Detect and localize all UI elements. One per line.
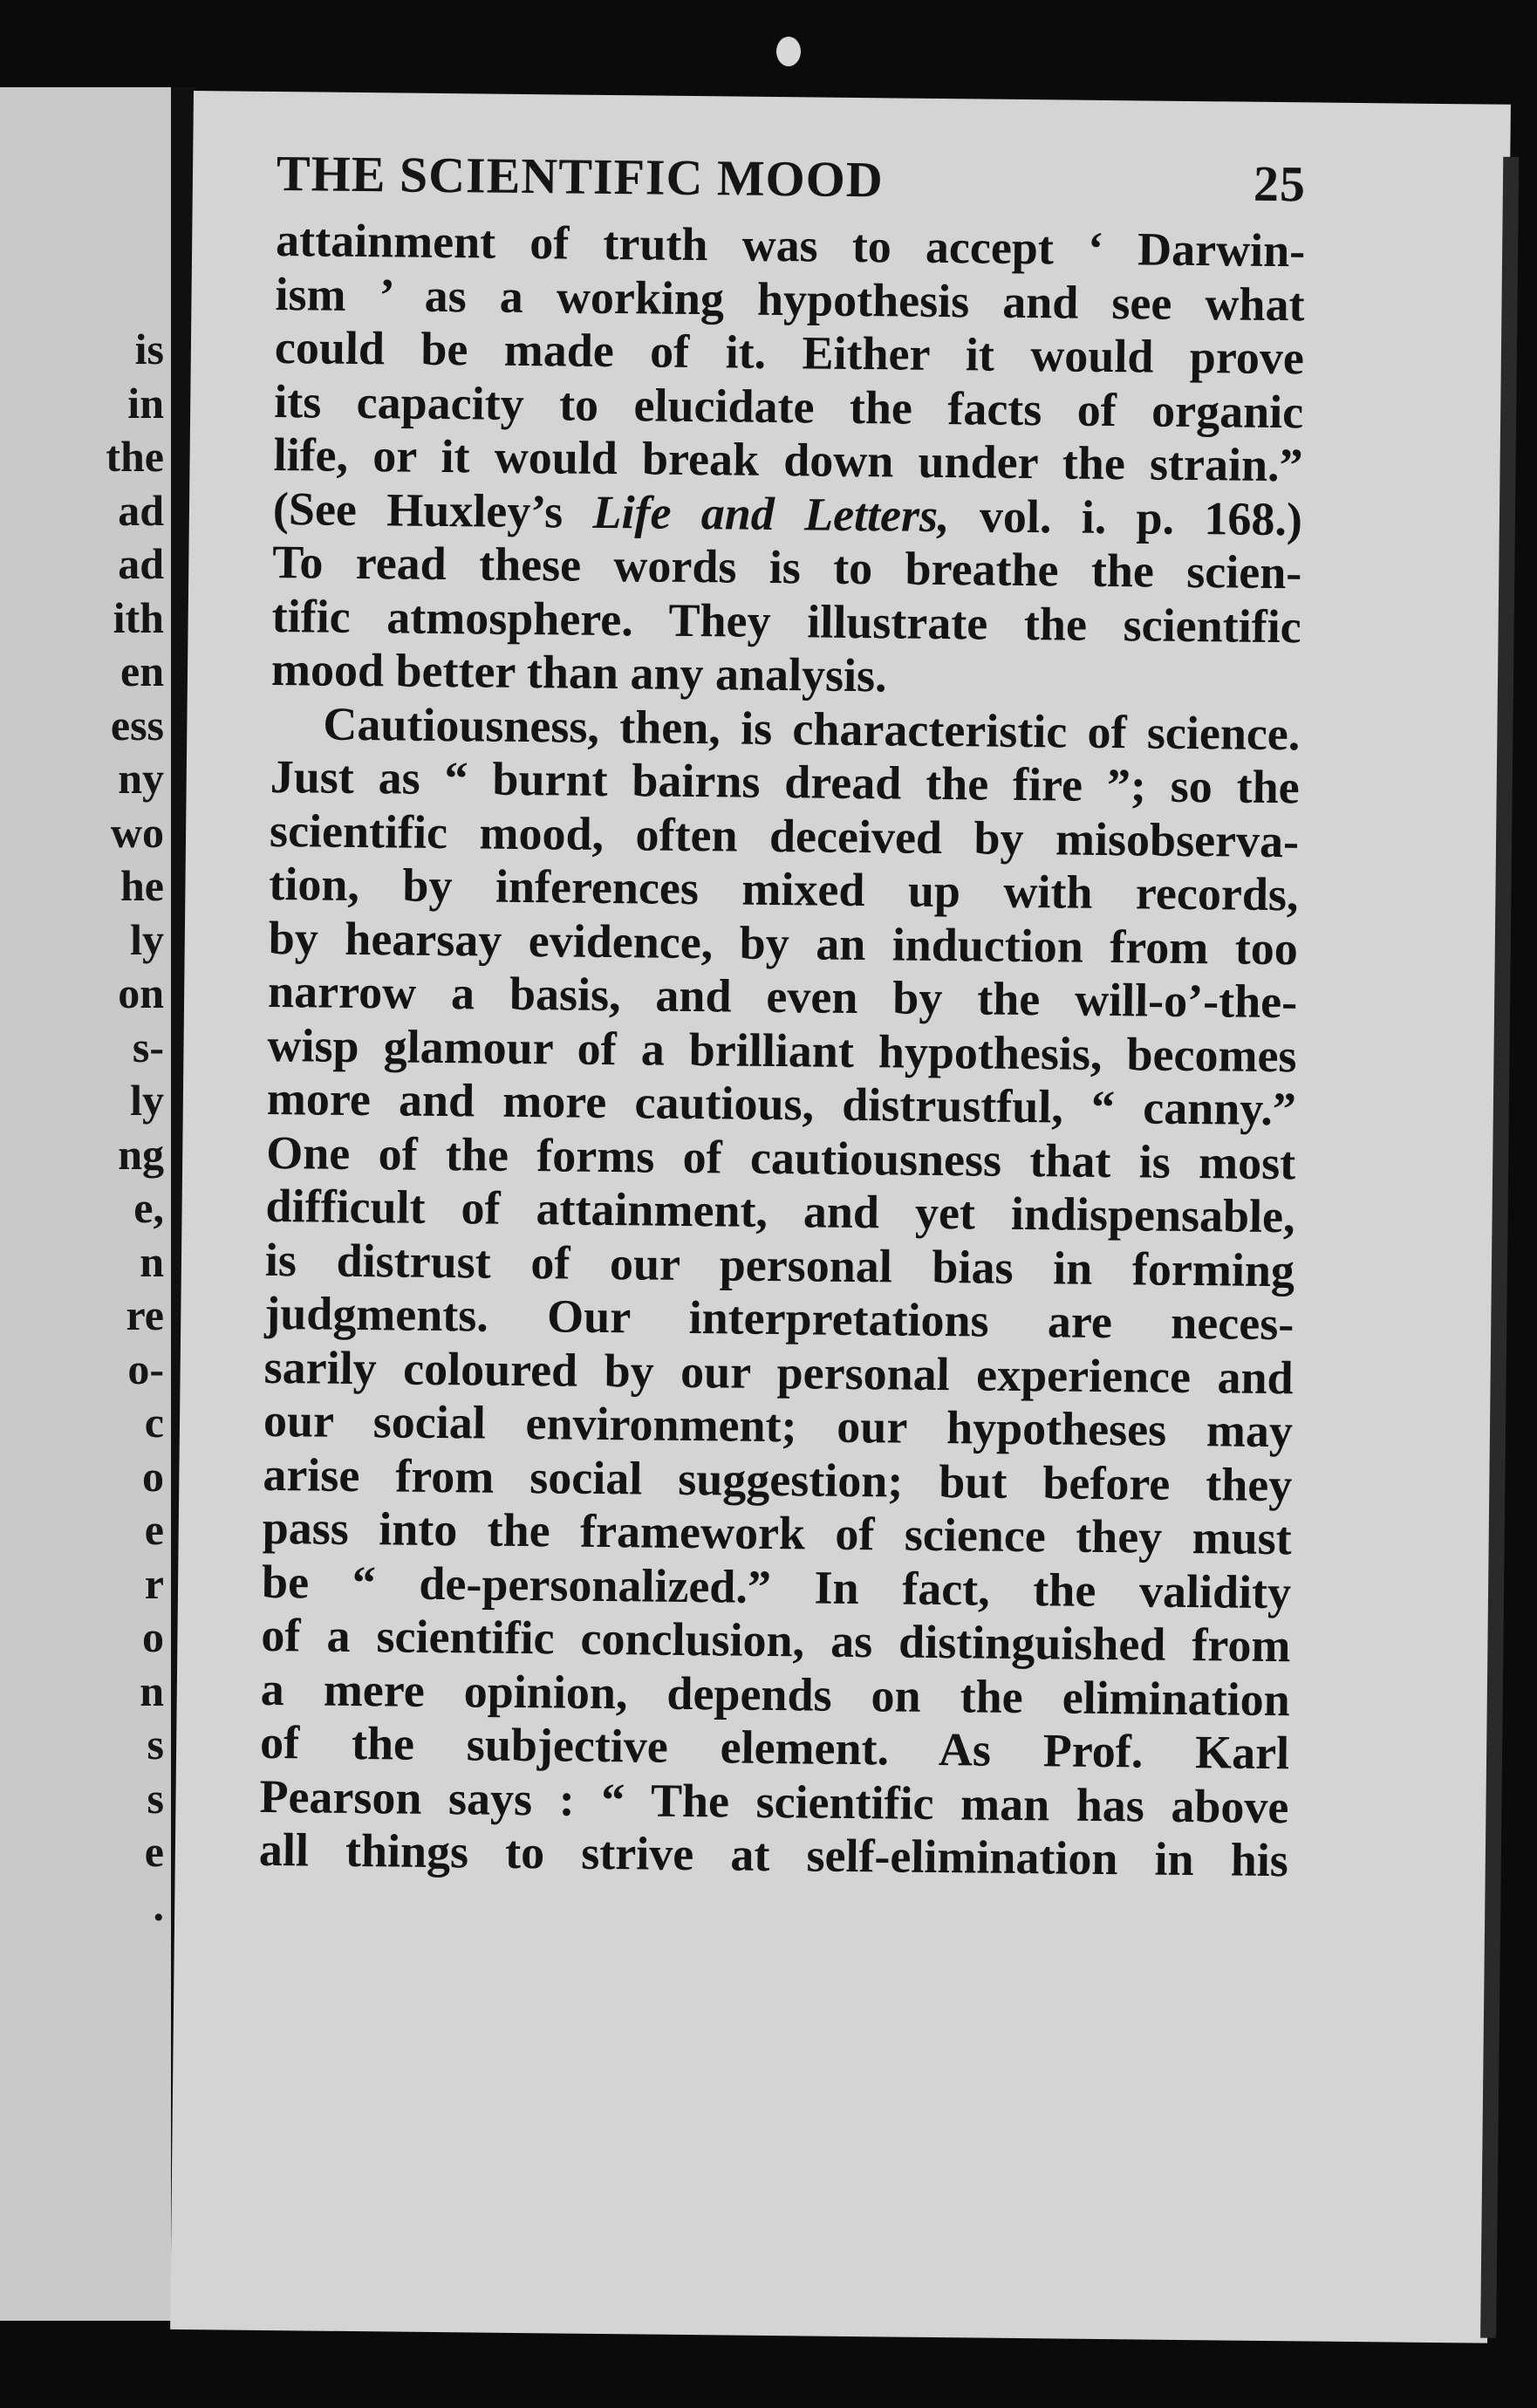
text-line: mood better than any analysis.: [270, 642, 887, 702]
left-page-fragment: ith: [113, 592, 164, 642]
text-line: attainment of truth was to accept ‘ Darwin-: [275, 213, 1306, 277]
citation-post: vol. i. p. 168.): [949, 489, 1303, 545]
left-page-fragment: he: [120, 861, 164, 910]
text-line: scientific mood, often deceived by misobserva-: [269, 804, 1300, 867]
left-page-fragment: s-: [132, 1022, 164, 1071]
left-page-fragment: ess: [110, 700, 164, 749]
left-page-fragment: re: [126, 1290, 164, 1339]
left-page-fragment: o: [142, 1612, 164, 1661]
left-page-fragment: r: [144, 1558, 164, 1608]
page-edge: [1480, 157, 1519, 2338]
left-page-fragment: n: [140, 1666, 164, 1715]
text-line: narrow a basis, and even by the will-o’-the-: [267, 964, 1298, 1029]
paragraph-start-line: Cautiousness, then, is characteristic of science.: [323, 697, 1301, 760]
left-page-fragment: o: [142, 1451, 164, 1501]
text-line: be “ de-personalized.” In fact, the validity: [261, 1555, 1292, 1618]
right-page: [170, 91, 1511, 2343]
body-text: [259, 214, 1306, 1888]
text-line: of the subjective element. As Prof. Karl: [259, 1715, 1290, 1780]
text-line: a mere opinion, depends on the elimination: [260, 1662, 1291, 1726]
text-line: Pearson says : “ The scientific man has above: [259, 1769, 1289, 1833]
left-page-fragment: ng: [118, 1129, 164, 1179]
left-page-fragment: s: [147, 1773, 164, 1823]
text-line: judgments. Our interpretations are neces-: [264, 1286, 1294, 1351]
text-line: pass into the framework of science they must: [262, 1501, 1293, 1565]
text-line: could be made of it. Either it would prove: [274, 320, 1305, 385]
left-page-text-fragments: [106, 323, 164, 1933]
left-page-fragment: the: [106, 432, 164, 481]
text-line: is distrust of our personal bias in forming: [264, 1233, 1295, 1296]
left-page-fragment: ly: [130, 1076, 164, 1125]
running-head-title: THE SCIENTIFIC MOOD: [276, 145, 885, 209]
scan-speck: [776, 37, 801, 66]
text-line: sarily coloured by our personal experience and: [263, 1340, 1294, 1404]
text-line: of a scientific conclusion, as distinguished from: [261, 1608, 1291, 1673]
left-page-fragment: en: [120, 646, 164, 695]
text-line: ism ’ as a working hypothesis and see what: [275, 267, 1305, 331]
left-page-fragment: ad: [118, 539, 164, 588]
left-page-fragment: ad: [118, 485, 164, 535]
text-line: arise from social suggestion; but before they: [263, 1447, 1293, 1511]
text-line: tific atmosphere. They illustrate the scientific: [271, 589, 1301, 653]
left-page-fragment: wo: [110, 807, 164, 857]
text-line: To read these words is to breathe the scien-: [272, 535, 1302, 599]
running-head: [276, 144, 1307, 213]
left-page-fragment: is: [134, 325, 164, 373]
text-line: its capacity to elucidate the facts of organic: [273, 374, 1304, 438]
left-page-fragment: c: [144, 1398, 164, 1447]
left-page-fragment: ny: [118, 754, 164, 803]
left-page-fragment: o-: [127, 1344, 164, 1393]
text-line: all things to strive at self-elimination in his: [258, 1823, 1289, 1887]
text-line: our social environment; our hypotheses may: [263, 1393, 1294, 1458]
citation-pre: (See Huxley’s: [272, 482, 593, 538]
text-line: difficult of attainment, and yet indispensable,: [265, 1179, 1295, 1243]
left-page-fragment: e: [144, 1505, 164, 1554]
text-line: tion, by inferences mixed up with records,: [269, 857, 1299, 921]
left-page: [0, 87, 174, 2321]
text-line: wisp glamour of a brilliant hypothesis, becomes: [267, 1018, 1297, 1082]
left-page-fragment: e,: [133, 1183, 164, 1232]
page-number: 25: [1253, 154, 1307, 213]
left-page-fragment: e: [144, 1827, 164, 1876]
left-page-fragment: n: [140, 1236, 164, 1286]
citation-book-title: Life and Letters,: [592, 485, 950, 542]
left-page-fragment: in: [127, 378, 164, 428]
left-page-fragment: on: [118, 968, 164, 1017]
text-line: Just as “ burnt bairns dread the fire ”; so the: [270, 749, 1301, 814]
left-page-fragment: .: [153, 1880, 164, 1930]
text-line: life, or it would break down under the strain.”: [273, 428, 1303, 492]
left-page-fragment: s: [147, 1720, 164, 1768]
text-line: more and more cautious, distrustful, “ canny.”: [266, 1071, 1297, 1136]
text-line: One of the forms of cautiousness that is most: [265, 1125, 1296, 1189]
left-page-fragment: ly: [130, 914, 164, 964]
text-line: by hearsay evidence, by an induction from too: [268, 911, 1299, 975]
